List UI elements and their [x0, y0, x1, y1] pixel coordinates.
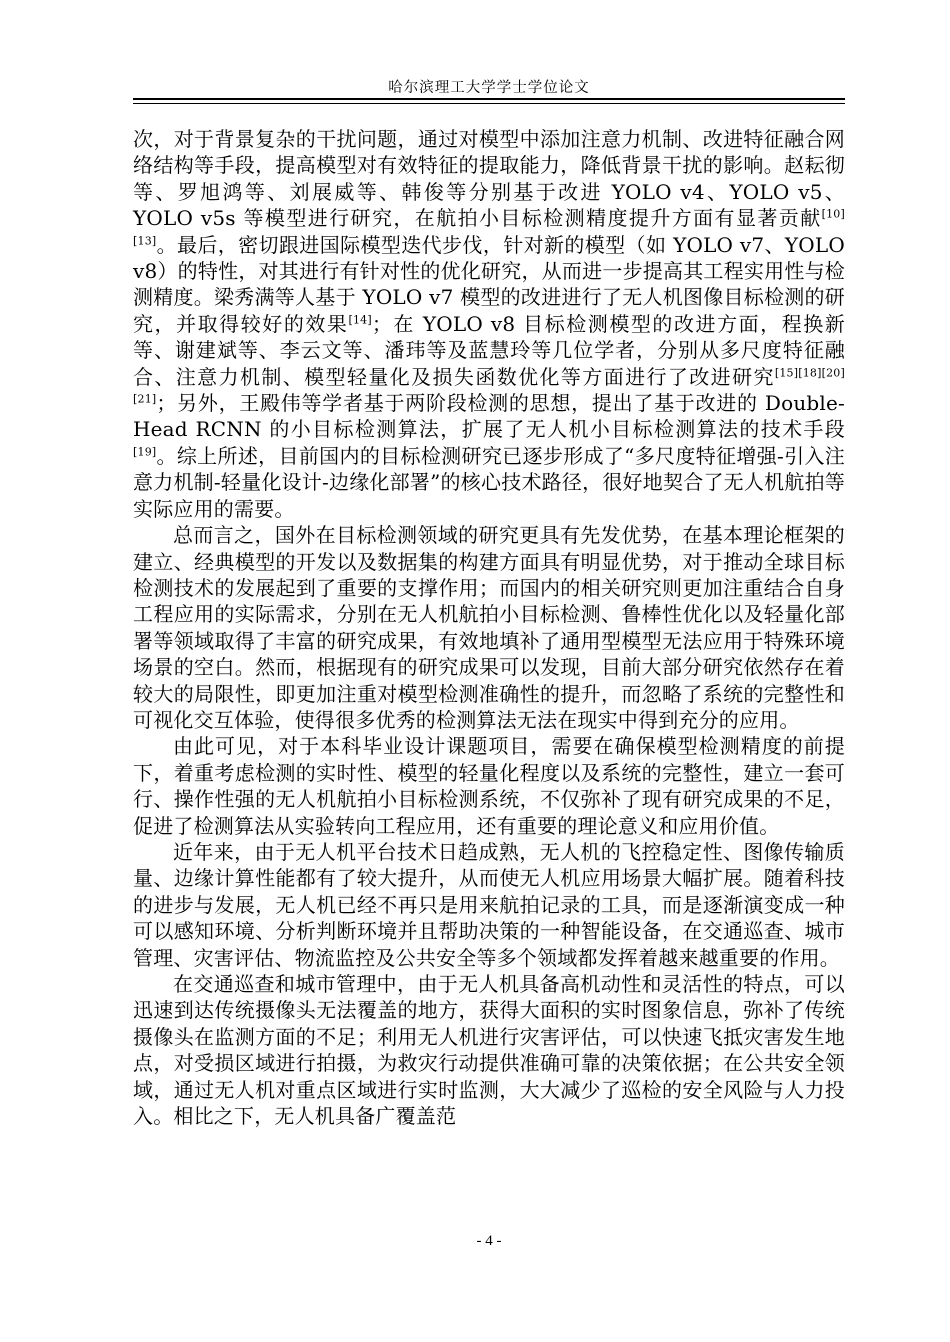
header-rule-thick [133, 98, 845, 100]
paragraph-1-part-4: ；另外，王殿伟等学者基于两阶段检测的思想，提出了基于改进的 Double-Head RCNN 的小目标检测算法，扩展了无人机小目标检测算法的技术手段 [133, 391, 845, 442]
paragraph-3: 由此可见，对于本科毕业设计课题项目，需要在确保模型检测精度的前提下，着重考虑检测的实时性、模型的轻量化程度以及系统的完整性，建立一套可行、操作性强的无人机航拍小目标检测系统，不仅弥补了现有研究成果的不足，促进了检测算法从实验转向工程应用，还有重要的理论意义和应用价值。 [133, 734, 845, 838]
paragraph-1-part-1: 次，对于背景复杂的干扰问题，通过对模型中添加注意力机制、改进特征融合网络结构等手段，提高模型对有效特征的提取能力，降低背景干扰的影响。赵耘彻等、罗旭鸿等、刘展威等、韩俊等分别基于改进 YOLO v4、YOLO v5、YOLO v5s 等模型进行研究，在航拍小目标检测精度提升方面有显著贡献 [133, 127, 845, 231]
paragraph-1-part-3: ；在 YOLO v8 目标检测模型的改进方面，程换新等、谢建斌等、李云文等、潘玮等及蓝慧玲等几位学者，分别从多尺度特征融合、注意力机制、模型轻量化及损失函数优化等方面进行了改进研究 [133, 311, 846, 389]
citation: [10][13] [133, 207, 845, 247]
header-rule-thin [133, 103, 845, 104]
citation: [19] [133, 445, 157, 459]
paragraph-5: 在交通巡查和城市管理中，由于无人机具备高机动性和灵活性的特点，可以迅速到达传统摄像头无法覆盖的地方，获得大面积的实时图象信息，弥补了传统摄像头在监测方面的不足；利用无人机进行灾害评估，可以快速飞抵灾害发生地点，对受损区域进行拍摄，为救灾行动提供准确可靠的决策依据；在公共安全领域，通过无人机对重点区域进行实时监测，大大减少了巡检的安全风险与人力投入。相比之下，无人机具备广覆盖范 [133, 972, 845, 1129]
paragraph-4: 近年来，由于无人机平台技术日趋成熟，无人机的飞控稳定性、图像传输质量、边缘计算性能都有了较大提升，从而使无人机应用场景大幅扩展。随着科技的进步与发展，无人机已经不再只是用来航拍记录的工具，而是逐渐演变成一种可以感知环境、分析判断环境并且帮助决策的一种智能设备，在交通巡查、城市管理、灾害评估、物流监控及公共安全等多个领域都发挥着越来越重要的作用。 [133, 839, 845, 970]
citation: [15][18][20][21] [133, 366, 845, 406]
running-header: 哈尔滨理工大学学士学位论文 [388, 80, 590, 96]
paragraph-1-part-2: 。最后，密切跟进国际模型迭代步伐，针对新的模型（如 YOLO v7、YOLO v8）的特性，对其进行有针对性的优化研究，从而进一步提高其工程实用性与检测精度。梁秀满等人基于 YOLO v7 模型的改进进行了无人机图像目标检测的研究，并取得较好的效果 [133, 232, 845, 336]
citation: [14] [348, 313, 372, 327]
paragraph-2: 总而言之，国外在目标检测领域的研究更具有先发优势，在基本理论框架的建立、经典模型的开发以及数据集的构建方面具有明显优势，对于推动全球目标检测技术的发展起到了重要的支撑作用；而国内的相关研究则更加注重结合自身工程应用的实际需求，分别在无人机航拍小目标检测、鲁棒性优化以及轻量化部署等领域取得了丰富的研究成果，有效地填补了通用型模型无法应用于特殊环境场景的空白。然而，根据现有的研究成果可以发现，目前大部分研究依然存在着较大的局限性，即更加注重对模型检测准确性的提升，而忽略了系统的完整性和可视化交互体验，使得很多优秀的检测算法无法在现实中得到充分的应用。 [133, 523, 845, 732]
page-number: - 4 - [476, 1233, 502, 1249]
paragraph-1-part-5: 。综上所述，目前国内的目标检测研究已逐步形成了“多尺度特征增强-引入注意力机制-轻量化设计-边缘化部署”的核心技术路径，很好地契合了无人机航拍等实际应用的需要。 [133, 443, 845, 521]
body-text [133, 126, 845, 1129]
paragraph-1 [133, 126, 845, 522]
